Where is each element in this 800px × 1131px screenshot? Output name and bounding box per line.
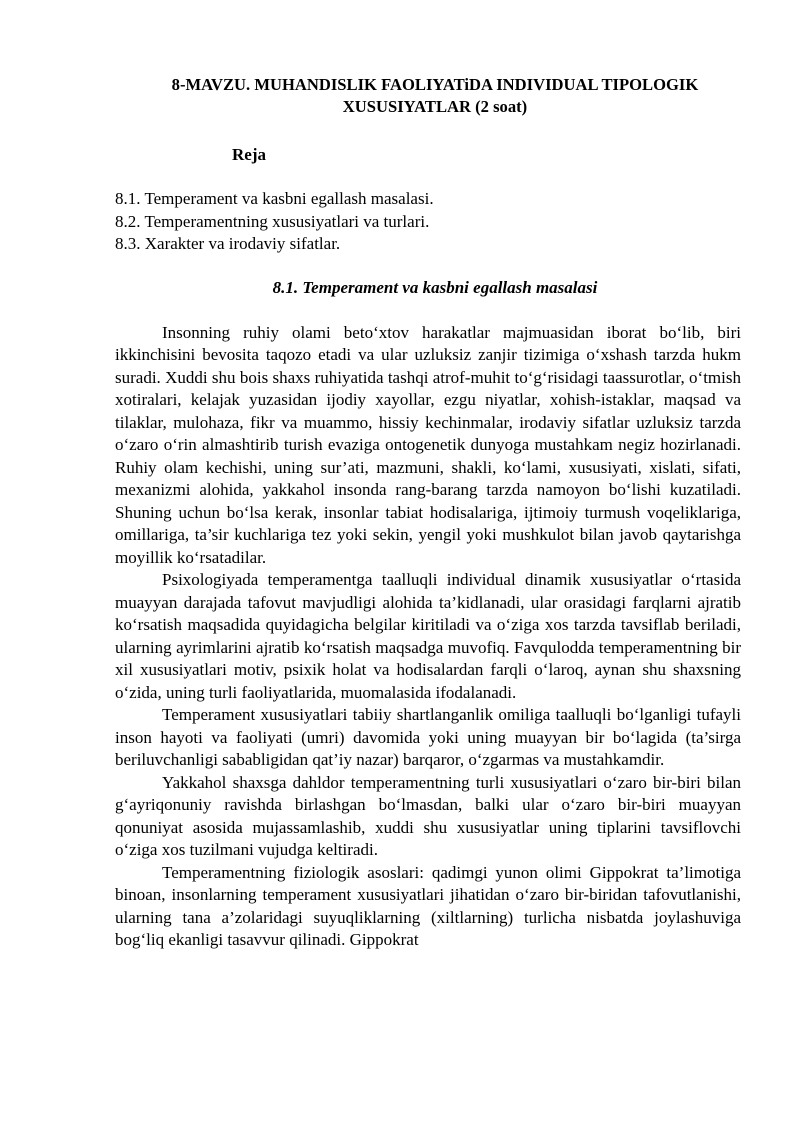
plan-heading: Reja: [232, 145, 266, 164]
plan-list: [115, 188, 741, 256]
plan-item: 8.2. Temperamentning xususiyatlari va turlari.: [115, 211, 430, 231]
plan-item: 8.3. Xarakter va irodaviy sifatlar.: [115, 234, 341, 253]
section-title: 8.1. Temperament va kasbni egallash masalasi: [272, 277, 598, 297]
paragraph: Temperament xususiyatlari tabiiy shartlanganlik omiliga taalluqli bo‘lganligi tufayli inson hayoti va faoliyati (umri) davomida yoki uning muayyan bir bo‘lagida (ta’sirga beriluvchanligi sababligidan qat’iy nazar) barqaror, o‘zgarmas va mustahkamdir.: [115, 705, 741, 769]
paragraph: Yakkahol shaxsga dahldor temperamentning turli xususiyatlari o‘zaro bir-biri bilan g‘ayriqonuniy ravishda birlashgan bo‘lmasdan, balki ular o‘zaro bir-biri muayyan qonuniyat asosida mujassamlashib, xuddi shu xususiyatlar uning tiplarini tavsiflovchi o‘ziga xos tuzilmani vujudga keltiradi.: [115, 772, 741, 859]
paragraph: Temperamentning fiziologik asoslari: qadimgi yunon olimi Gippokrat ta’limotiga binoan, insonlarning temperament xususiyatlari jihatidan o‘zaro bir-biridan tafovutlanishi, ularning tana a’zolaridagi suyuqliklarning (xiltlarning) turlicha nisbatda joylashuviga bog‘liq ekanligi tasavvur qilinadi. Gippokrat: [115, 862, 741, 949]
document-title: 8-MAVZU. MUHANDISLIK FAOLIYATiDA INDIVIDUAL TIPOLOGIK XUSUSIYATLAR (2 soat): [171, 75, 699, 116]
body-text: [115, 322, 741, 952]
document-page: [115, 74, 741, 952]
paragraph: Psixologiyada temperamentga taalluqli individual dinamik xususiyatlar o‘rtasida muayyan darajada tafovut mavjudligi alohida ta’kidlanadi, ular orasidagi farqlarni ajratib ko‘rsatish maqsadida quyidagicha belgilar kiritiladi va o‘ziga xos tarzda tavsiflab beriladi, ularning ayrimlarini ajratib ko‘rsatish maqsadga muvofiq. Favqulodda temperamentning bir xil xususiyatlari motiv, psixik holat va hodisalardan farqli o‘laroq, aynan shu shaxsning o‘zida, uning turli faoliyatlarida, muomalasida ifodalanadi.: [115, 570, 741, 702]
plan-item: 8.1. Temperament va kasbni egallash masalasi.: [115, 189, 434, 208]
paragraph: Insonning ruhiy olami beto‘xtov harakatlar majmuasidan iborat bo‘lib, biri ikkinchisini bevosita taqozo etadi va ular uzluksiz zanjir tizimiga o‘xshash tarzda hukm suradi. Xuddi shu bois shaxs ruhiyatida tashqi atrof-muhit to‘g‘risidagi taassurotlar, o‘tmish xotiralari, kelajak yuzasidan ijodiy xayollar, ezgu niyatlar, xohish-istaklar, maqsad va tilaklar, mulohaza, fikr va muammo, hissiy kechinmalar, irodaviy sifatlar uzluksiz tarzda o‘zaro o‘rin almashtirib turish evaziga ontogenetik dunyoga mustahkam negiz hozirlanadi. Ruhiy olam kechishi, uning sur’ati, mazmuni, shakli, ko‘lami, xususiyati, xislati, sifati, mexanizmi alohida, yakkahol insonda rang-barang tarzda namoyon bo‘lishi kuzatiladi. Shuning uchun bo‘lsa kerak, insonlar tabiat hodisalariga, ijtimoiy turmush voqeliklariga, omillariga, ta’sir kuchlariga tez yoki sekin, yengil yoki mushkulot bilan javob qaytarishga moyillik ko‘rsatadilar.: [115, 322, 741, 567]
